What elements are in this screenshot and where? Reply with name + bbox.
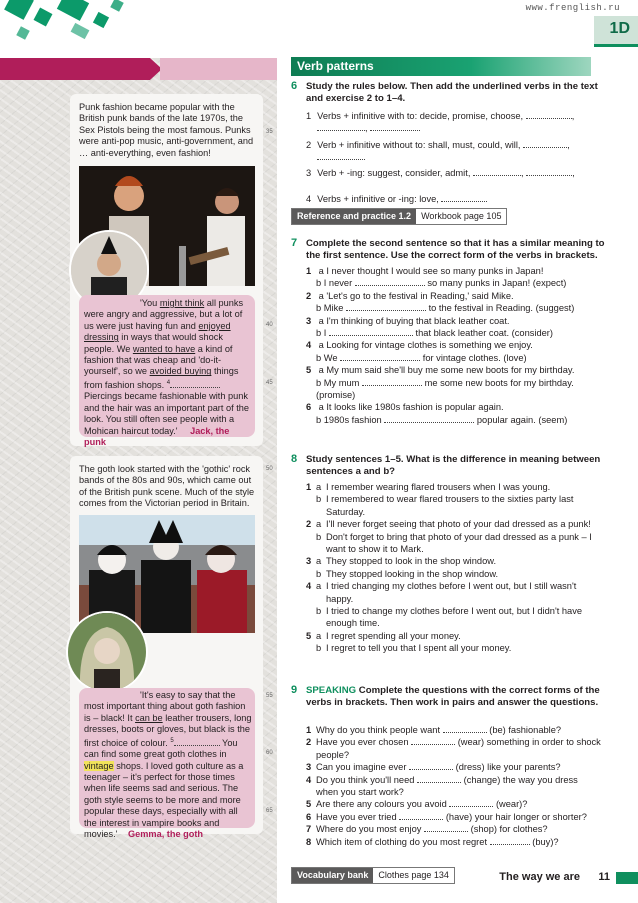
line-number: 60	[266, 750, 273, 756]
ex8-number: 8	[291, 453, 298, 465]
ex8-item: 5 a I regret spending all your money.	[306, 630, 461, 641]
line-number: 55	[266, 693, 273, 699]
ex9-item: 8 Which item of clothing do you most regret (buy)?	[306, 836, 559, 847]
footer-unit-title: The way we are	[499, 871, 580, 883]
ex9-item: 2 Have you ever chosen (wear) something in order to shock people?	[306, 737, 601, 760]
ex6-rule: 1 Verbs + infinitive with to: decide, promise, choose, , ,	[306, 111, 575, 134]
ex7-number: 7	[291, 237, 298, 249]
reference-label: Reference and practice 1.2	[292, 209, 416, 224]
ex7-item: 3 a I'm thinking of buying that black leather coat.	[306, 315, 510, 326]
line-number: 40	[266, 322, 273, 328]
ex8-item-b: b They stopped looking in the shop window.	[316, 568, 499, 579]
ex9-item: 5 Are there any colours you avoid (wear)?	[306, 799, 528, 810]
gap-4: 4	[166, 379, 171, 386]
goth-portrait	[66, 611, 148, 693]
ex7-items	[306, 265, 606, 426]
punk-name: Jack, the punk	[84, 425, 230, 447]
ex7-item: 1 a I never thought I would see so many punks in Japan!	[306, 266, 544, 276]
ex8-item-b: b I remembered to wear flared trousers to the sixties party last Saturday.	[316, 494, 574, 517]
ex8-item: 1 a I remember wearing flared trousers when I was young.	[306, 482, 551, 492]
pink-arrow-bar	[0, 58, 150, 80]
ex6-heading: Study the rules below. Then add the underlined verbs in the text and exercise 2 to 1–4.	[306, 81, 598, 104]
vocab-page-label: Clothes page 134	[378, 870, 449, 880]
ex9-items	[306, 724, 602, 848]
blank-line	[170, 387, 220, 388]
ex7-item-b: b We for vintage clothes. (love)	[316, 352, 527, 363]
speaking-label: SPEAKING	[306, 685, 357, 696]
pink-bar	[160, 58, 277, 80]
ex8-heading: Study sentences 1–5. What is the difference in meaning between sentences a and b?	[306, 454, 601, 477]
ex6-rule: 3 Verb + -ing: suggest, consider, admit, , ,	[306, 168, 575, 178]
blank-line	[174, 745, 220, 746]
ex7-heading: Complete the second sentence so that it has a similar meaning to the first sentence. Use the correct form of the verbs in brackets.	[306, 238, 605, 261]
site-watermark: www.frenglish.ru	[525, 3, 620, 13]
ex7-item: 5 a My mum said she'll buy me some new boots for my birthday.	[306, 365, 575, 376]
ex8-item: 2 a I'll never forget seeing that photo of your dad dressed as a punk!	[306, 519, 591, 530]
ex8-item-b: b I tried to change my clothes before I went out, but I didn't have enough time.	[316, 606, 583, 629]
ex8-item: 3 a They stopped to look in the shop window.	[306, 556, 497, 567]
ex8-item: 4 a I tried changing my clothes before I went out, but I still wasn't happy.	[306, 581, 577, 604]
ex9-item: 1 Why do you think people want (be) fashionable?	[306, 725, 562, 735]
ex7-item: 4 a Looking for vintage clothes is something we enjoy.	[306, 340, 533, 351]
ex7-item: 2 a 'Let's go to the festival in Reading,' said Mike.	[306, 290, 514, 301]
line-number: 50	[266, 466, 273, 472]
punk-intro: Punk fashion became popular with the British punk bands of the late 1970s, the Sex Pistols being the most famous. Punks were anti-pop music, anti-government, and … anti-everything, even fashion!	[79, 102, 254, 158]
vocab-label: Vocabulary bank	[292, 868, 373, 883]
ex8-items	[306, 481, 602, 655]
ex6-rule: 4 Verbs + infinitive or -ing: love,	[306, 193, 606, 205]
ex7-item-b: b I that black leather coat. (consider)	[316, 328, 554, 339]
vocabulary-bank-box[interactable]	[291, 867, 455, 884]
ex9-item: 3 Can you imagine ever (dress) like your parents?	[306, 762, 561, 773]
reference-box[interactable]	[291, 208, 507, 225]
punk-quote: 'You might think all punks were angry and aggressive, but a lot of us were just having fun and enjoyed dressing in ways that would shock people. We wanted to have a kind of fashion that was cheap and 'do-it-yourself', so we avoided buying things from fashion shops. $^4$ Piercings became fashionable with punk and the hair was an important part of the look. You still often see people with a Mohican haircut today.' Jack, the punk	[84, 298, 249, 447]
ex8-item-b: b I regret to tell you that I spent all your money.	[316, 643, 512, 654]
page-number: 11	[598, 871, 610, 883]
ex7-item-b: b 1980s fashion popular again. (seem)	[316, 414, 568, 425]
ex9-number: 9	[291, 684, 298, 696]
gap-5: 5	[170, 737, 174, 744]
ex7-item-b: b Mike to the festival in Reading. (suggest)	[316, 303, 575, 314]
section-title: Verb patterns	[297, 59, 374, 73]
ex6-number: 6	[291, 80, 298, 92]
workbook-label: Workbook page 105	[421, 211, 502, 221]
goth-name: Gemma, the goth	[127, 828, 204, 839]
footer-green-bar	[616, 872, 638, 884]
unit-code: 1D	[609, 20, 630, 37]
ex7-item: 6 a It looks like 1980s fashion is popular again.	[306, 402, 504, 413]
ex9-item: 4 Do you think you'll need (change) the way you dress when you start work?	[306, 774, 578, 798]
unit-badge	[594, 16, 638, 47]
ex8-item-b: b Don't forget to bring that photo of your dad dressed as a punk – I want to show it to Mark.	[316, 531, 592, 555]
ex9-item: 7 Where do you most enjoy (shop) for clothes?	[306, 824, 548, 835]
goth-intro: The goth look started with the 'gothic' rock bands of the 80s and 90s, which came out of the British punk scene. Much of the style comes from the Victorian period in Britain.	[79, 464, 255, 509]
line-number: 45	[266, 380, 273, 386]
ex7-item-b: b I never so many punks in Japan! (expect)	[316, 278, 567, 289]
line-number: 65	[266, 808, 273, 814]
ex9-heading: SPEAKING Complete the questions with the correct forms of the verbs in brackets. Then work in pairs and answer the questions.	[306, 685, 600, 708]
line-number: 35	[266, 129, 273, 135]
ex9-item: 6 Have you ever tried (have) your hair longer or shorter?	[306, 811, 587, 822]
ex7-item-b: b My mum me some new boots for my birthday. (promise)	[316, 377, 574, 401]
goth-quote: 'It's easy to say that the most important thing about goth fashion is – black! It can be leather trousers, long dresses, boots or gloves, but black is the first choice of colour. $^5$ You can find some great goth clothes in vintage shops. I loved goth culture as a teenager – it's perfect for those times when life seems sad and serious. The goth style seems to be more and more popular these days, especially with all the interest in vampire books and movies.' Gemma, the goth	[84, 690, 252, 839]
ex6-rule: 2 Verb + infinitive without to: shall, must, could, will, ,	[306, 139, 606, 164]
corner-decoration	[0, 0, 135, 46]
